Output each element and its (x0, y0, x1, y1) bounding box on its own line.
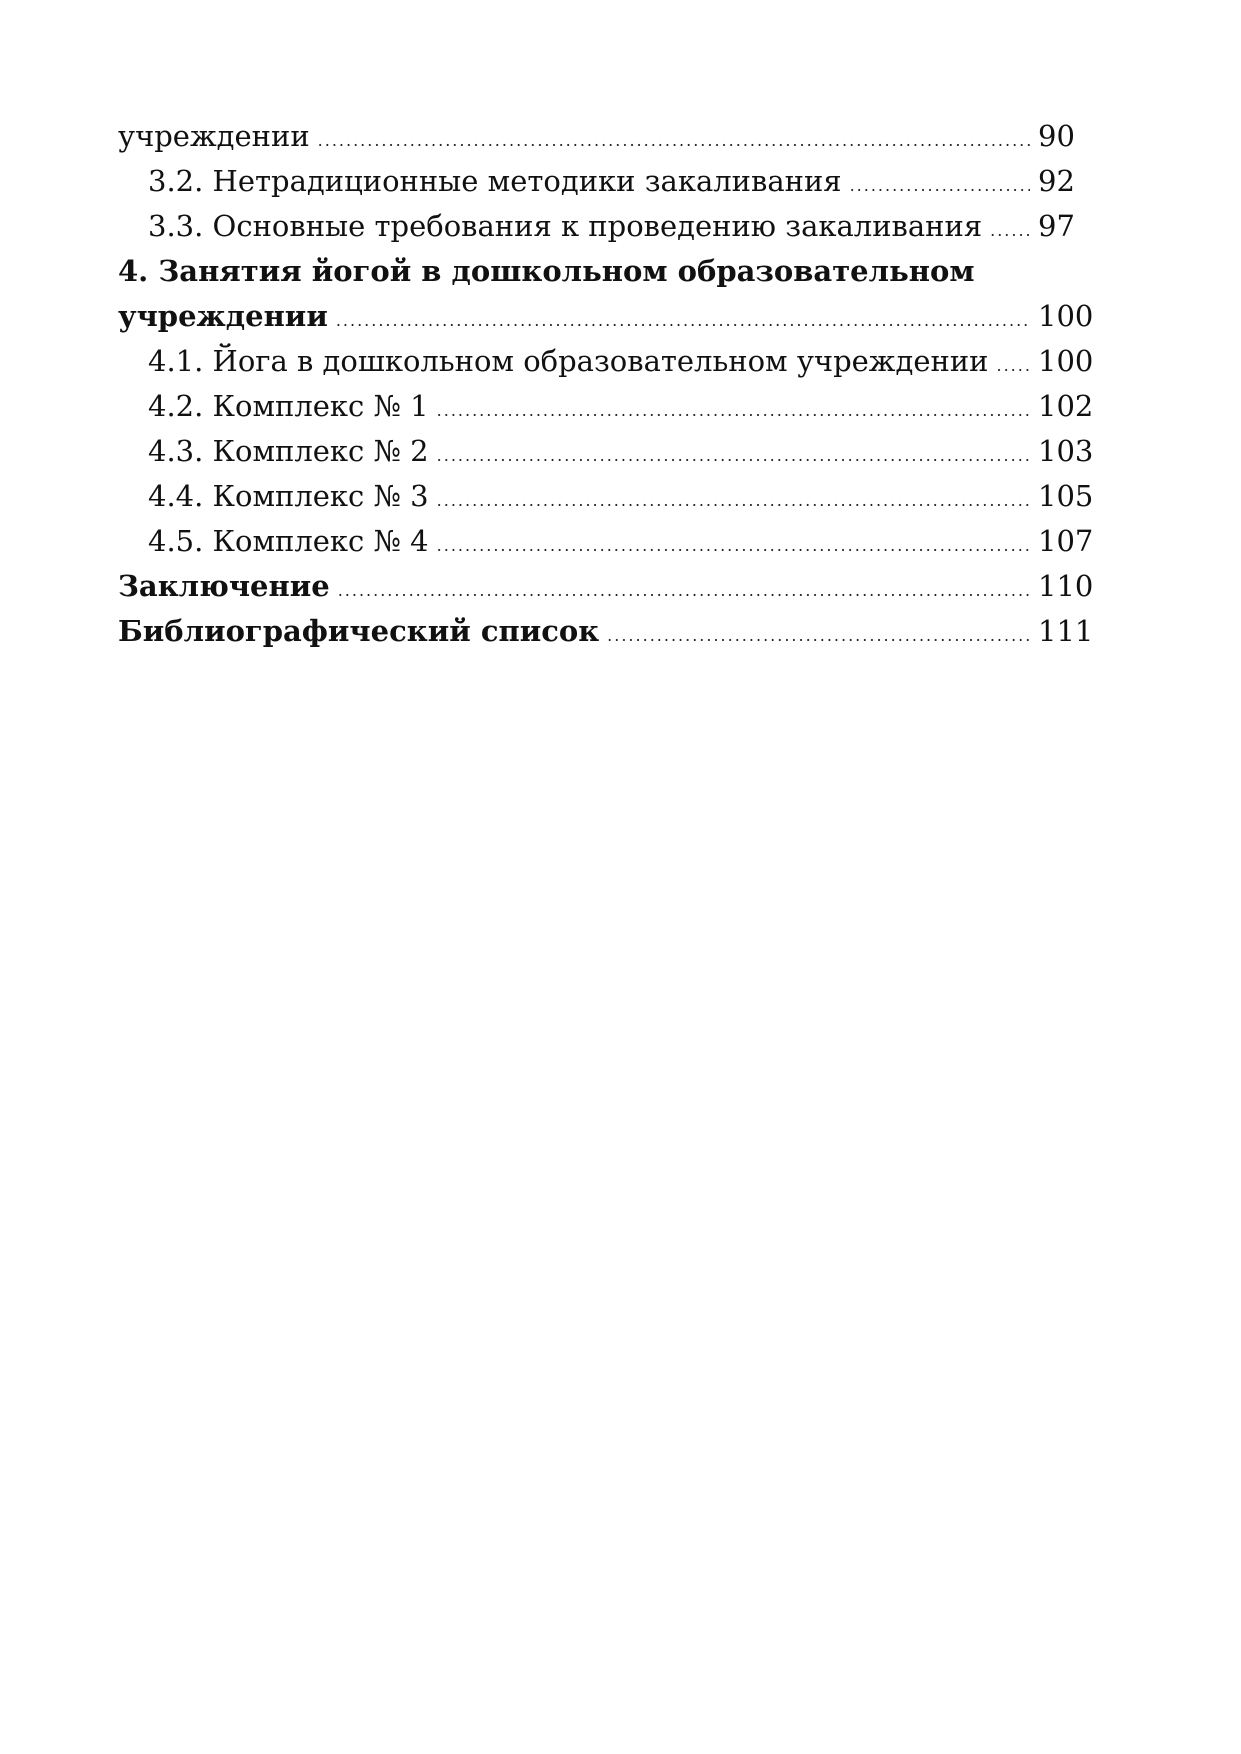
toc-entry-title: 4.3. Комплекс № 2 (148, 434, 429, 468)
toc-entry[interactable] (118, 609, 1094, 654)
toc-leader-dots (318, 118, 1030, 163)
toc-leader-dots (437, 388, 1030, 433)
toc-page-number: 107 (1038, 524, 1094, 558)
toc-entry-title: 4.4. Комплекс № 3 (148, 479, 429, 513)
toc-page-number: 102 (1038, 389, 1094, 423)
toc-page-number: 105 (1038, 479, 1094, 513)
toc-entry-title: 4.1. Йога в дошкольном образовательном учреждении (148, 344, 989, 378)
toc-page-number: 90 (1038, 119, 1075, 153)
toc-entry[interactable] (118, 159, 1094, 204)
toc-leader-dots (850, 163, 1030, 208)
toc-leader-dots (437, 433, 1030, 478)
toc-leader-dots (338, 568, 1030, 613)
toc-page-number: 97 (1038, 209, 1075, 243)
toc-entry-title: Библиографический список (118, 614, 600, 648)
toc-page-number: 111 (1038, 614, 1094, 648)
toc-entry-title: 3.2. Нетрадиционные методики закаливания (148, 164, 842, 198)
toc-entry[interactable] (118, 249, 1094, 294)
toc-entry-title: 3.3. Основные требования к проведению закаливания (148, 209, 983, 243)
toc-leader-dots (437, 478, 1030, 523)
toc-leader-dots (437, 523, 1030, 568)
toc-entry[interactable] (118, 564, 1094, 609)
toc-entry-title: 4.5. Комплекс № 4 (148, 524, 429, 558)
toc-leader-dots (990, 208, 1030, 253)
toc-entry-title: учреждении (118, 299, 328, 333)
toc-entry-title: 4.2. Комплекс № 1 (148, 389, 429, 423)
toc-entry[interactable] (118, 294, 1094, 339)
toc-entry[interactable] (118, 204, 1094, 249)
table-of-contents (118, 114, 1094, 654)
toc-entry-title: 4. Занятия йогой в дошкольном образовательном (118, 254, 975, 288)
toc-page-number: 103 (1038, 434, 1094, 468)
toc-page-number: 110 (1038, 569, 1094, 603)
toc-leader-dots (336, 298, 1030, 343)
toc-entry[interactable] (118, 114, 1094, 159)
toc-page-number: 100 (1038, 299, 1094, 333)
toc-leader-dots (607, 613, 1030, 658)
toc-entry[interactable] (118, 474, 1094, 519)
toc-entry[interactable] (118, 339, 1094, 384)
toc-page-number: 100 (1038, 344, 1094, 378)
toc-entry[interactable] (118, 384, 1094, 429)
toc-page-number: 92 (1038, 164, 1075, 198)
toc-entry[interactable] (118, 519, 1094, 564)
toc-leader-dots (996, 343, 1030, 388)
toc-entry-title: учреждении (118, 119, 310, 153)
toc-entry-title: Заключение (118, 569, 330, 603)
toc-entry[interactable] (118, 429, 1094, 474)
